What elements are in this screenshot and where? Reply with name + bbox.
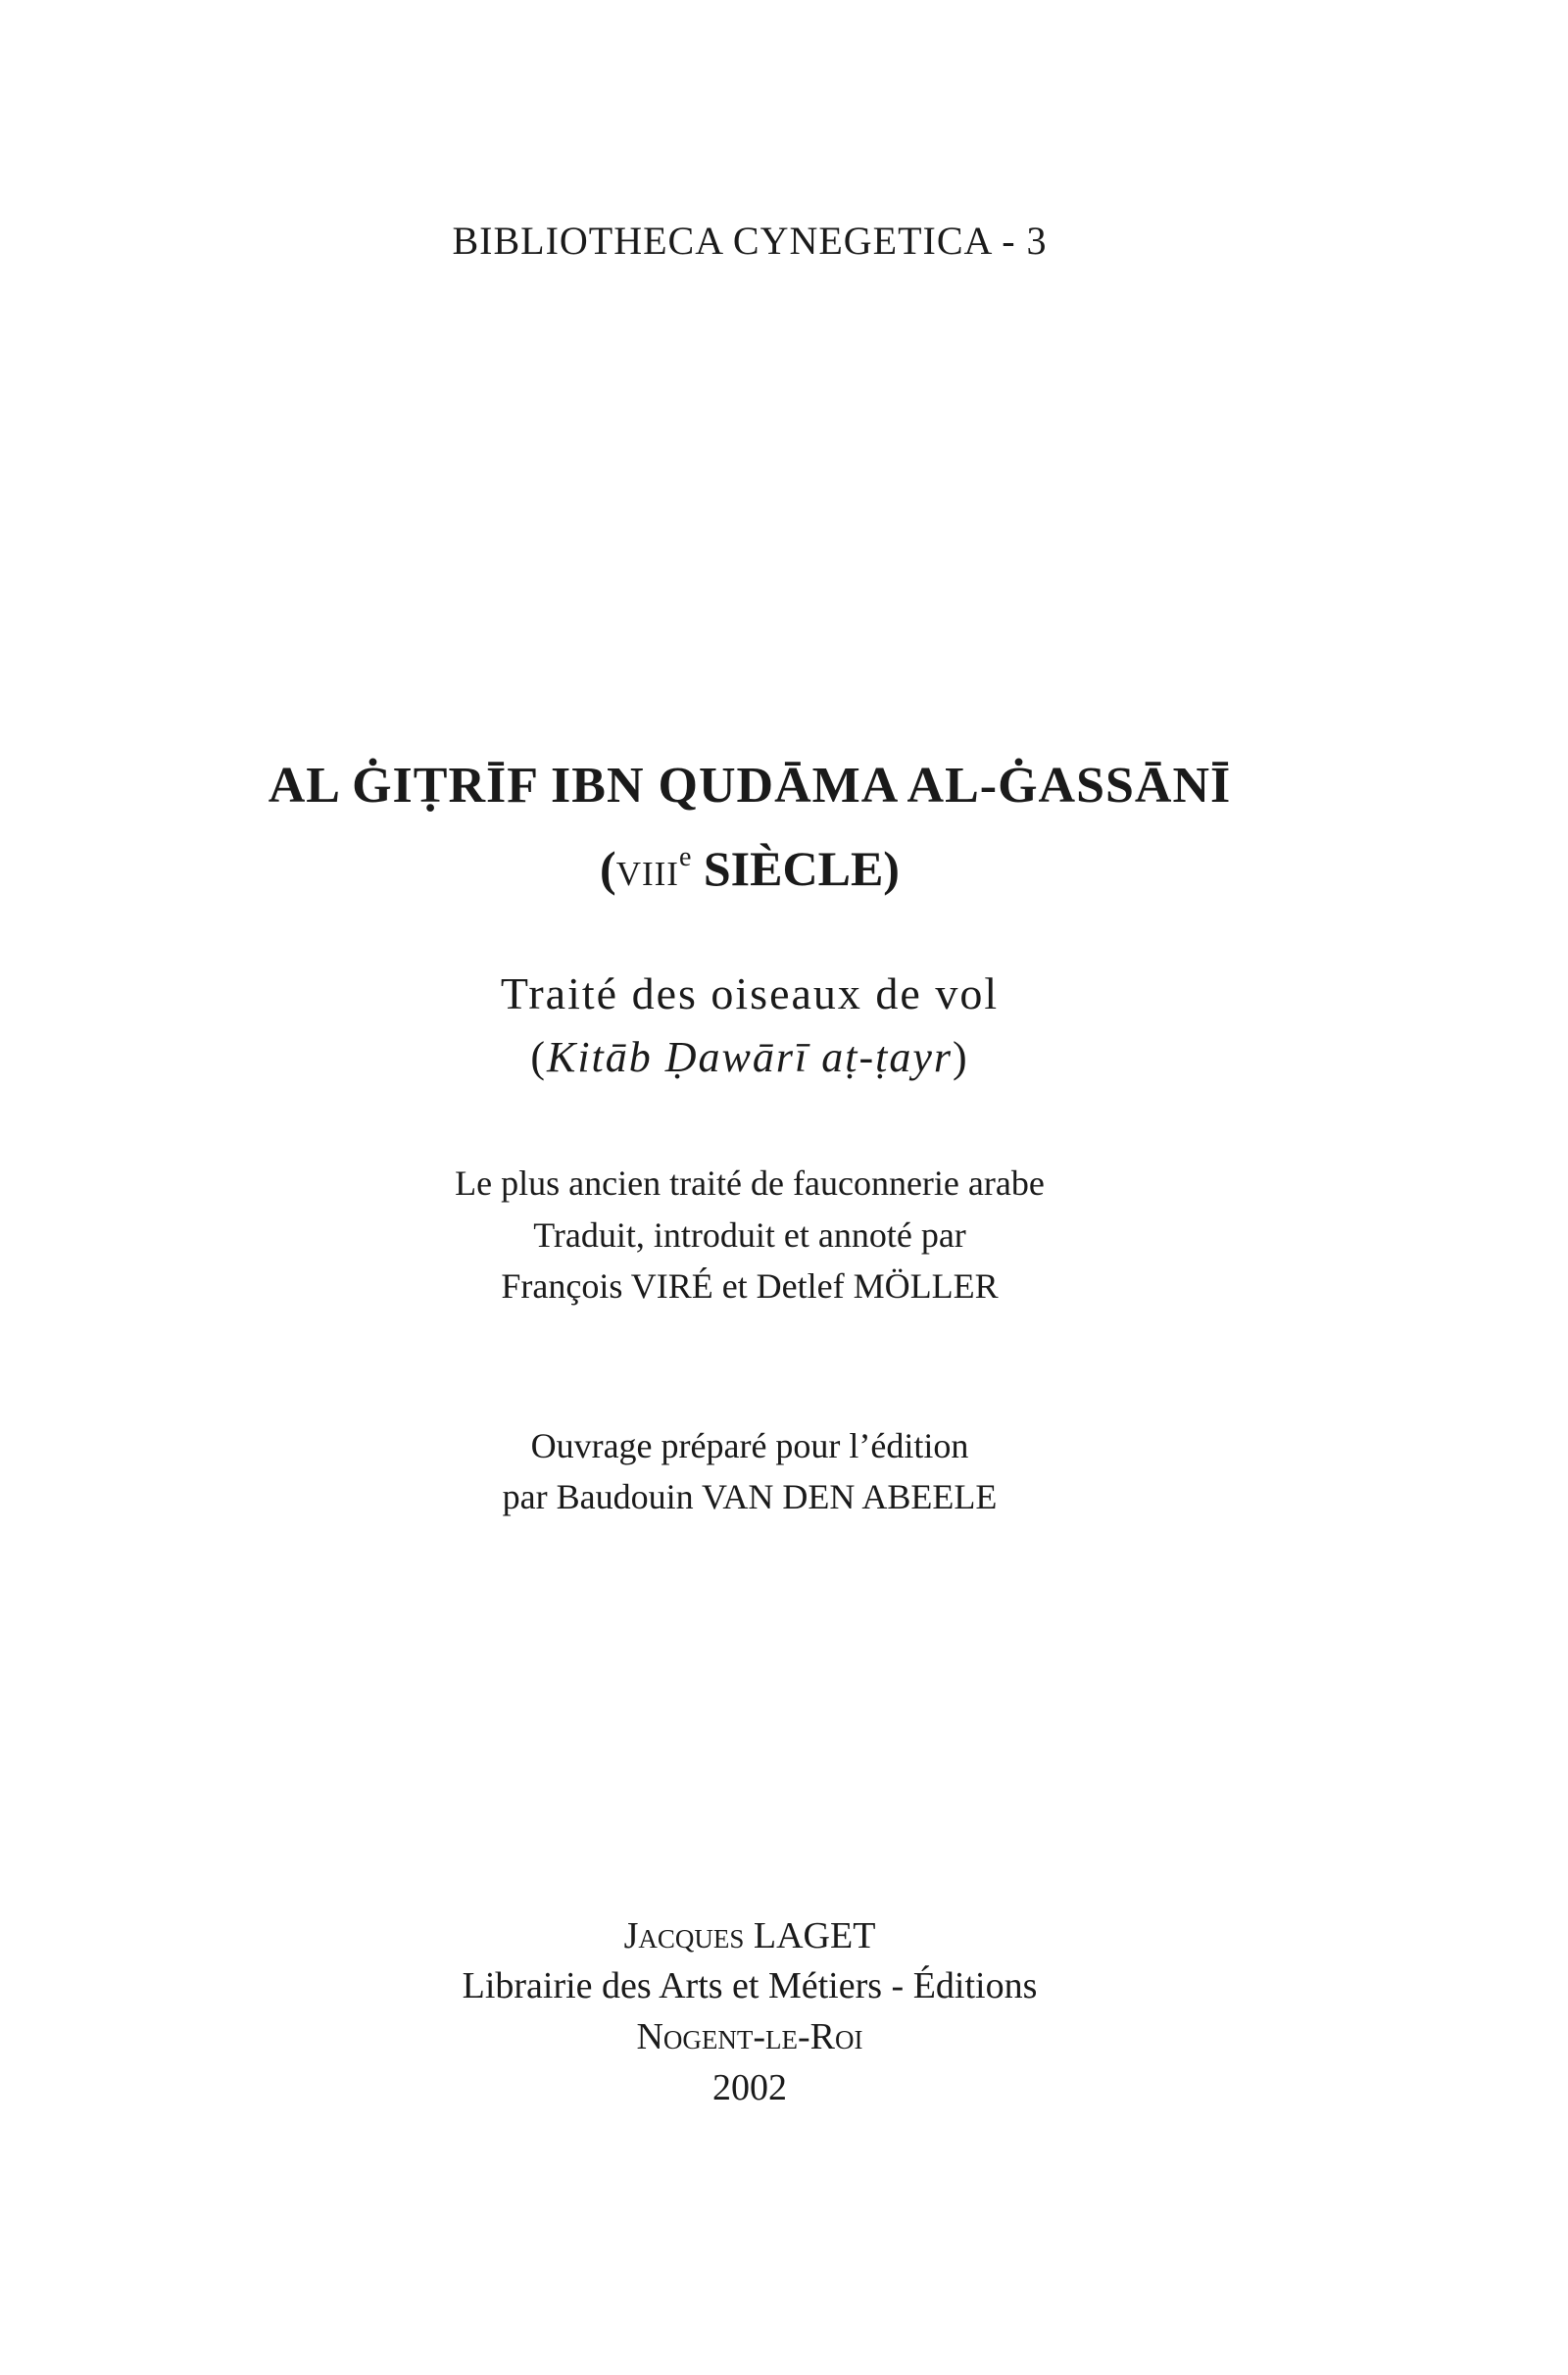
century-open: ( <box>600 841 616 896</box>
author-name: AL ĠIṬRĪF IBN QUDĀMA AL-ĠASSĀNĪ <box>268 758 1232 814</box>
preparation-line: Ouvrage préparé pour l’édition <box>530 1426 969 1465</box>
arabic-title <box>0 1032 1499 1082</box>
publisher-name: Jacques LAGET <box>623 1915 876 1956</box>
book-title: Traité des oiseaux de vol <box>500 968 1000 1018</box>
series-title: BIBLIOTHECA CYNEGETICA - 3 <box>452 219 1048 263</box>
century-line <box>0 840 1499 897</box>
century-roman: viii <box>615 841 679 896</box>
publisher-city: Nogent-le-Roi <box>636 2016 863 2057</box>
description-line: Traduit, introduit et annoté par <box>533 1215 966 1255</box>
arabic-title-open: ( <box>530 1033 547 1081</box>
publisher-house: Librairie des Arts et Métiers - Éditions <box>462 1965 1038 2006</box>
arabic-title-close: ) <box>953 1033 969 1081</box>
editor-line: par Baudouin VAN DEN ABEELE <box>502 1477 998 1516</box>
description-line: Le plus ancien traité de fauconnerie arabe <box>455 1163 1045 1203</box>
arabic-title-text: Kitāb Ḍawārī aṭ-ṭayr <box>546 1033 954 1081</box>
publication-year: 2002 <box>712 2067 787 2108</box>
century-word: SIÈCLE) <box>691 841 900 896</box>
translators-line: François VIRÉ et Detlef MÖLLER <box>501 1266 999 1306</box>
century-superscript: e <box>678 842 692 872</box>
